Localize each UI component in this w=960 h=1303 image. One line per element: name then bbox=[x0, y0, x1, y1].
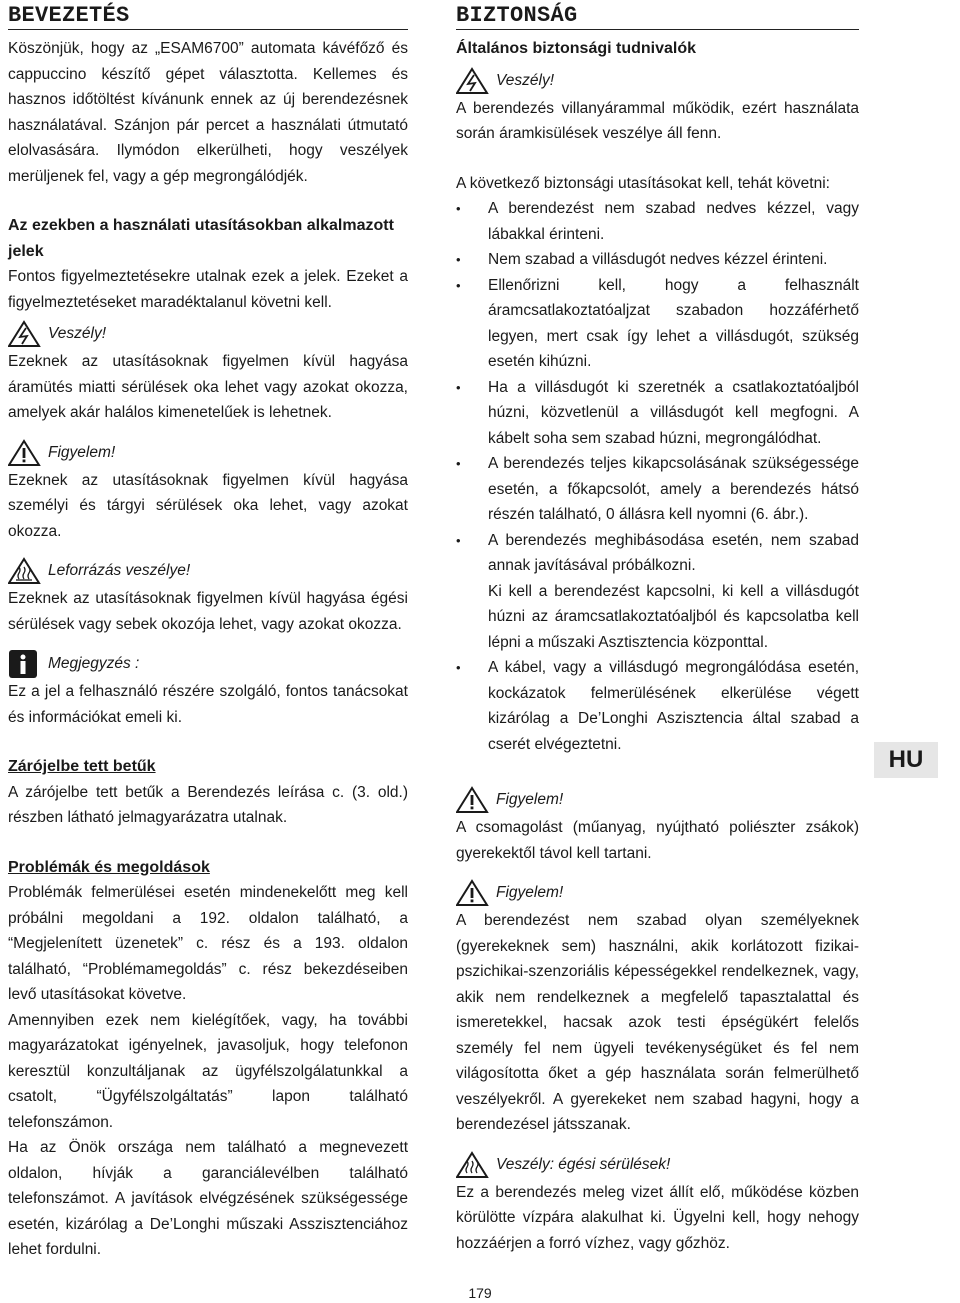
list-item: • A berendezés teljes kikapcsolásának szükségessége esetén, a főkapcsolót, amely a berendezés hátsó részén található, 0 állásra kell nyomni (6. ábr.). bbox=[456, 451, 859, 528]
danger-label: Veszély! bbox=[48, 325, 107, 343]
electric-hazard-icon bbox=[456, 67, 494, 95]
caution-warning bbox=[8, 438, 408, 468]
danger-label-right: Veszély! bbox=[496, 71, 555, 89]
list-item-extra: Ki kell a berendezést kapcsolni, ki kell a villásdugót húzni az áramcsatlakoztatóaljból és kapcsolatba kell lépni a műszaki Asztisztencia központtal. bbox=[488, 582, 859, 651]
caution1-text: A csomagolást (műanyag, nyújtható poliészter zsákok) gyerekektől távol kell tartani. bbox=[456, 819, 859, 862]
caution1-label: Figyelem! bbox=[496, 791, 564, 809]
caution-warning-2 bbox=[456, 878, 859, 908]
caution-warning-1 bbox=[456, 785, 859, 815]
danger-warning-right bbox=[456, 66, 859, 96]
list-item: • A berendezés meghibásodása esetén, nem szabad annak javításával próbálkozni. Ki kell a berendezést kapcsolni, ki kell a villásdugót húzni az áramcsatlakoztatóaljból és kapcsolatba kell lépni a műszaki Asztisztencia központtal. bbox=[456, 528, 859, 656]
caution2-text: A berendezést nem szabad olyan személyeknek (gyerekeknek sem) használni, akik korlátozott fizikai-pszichikai-szenzoriális képességekkel rendelkeznek, vagy, akik nem rendelkeznek a megfelelő tapasztalattal és ismeretekkel, hacsak azok testi épségükért felelős személy fel nem ügyeli tevékenységüket és fel nem világosította őket a gép használata során felmerülhető veszélyekről. A gyerekeket nem szabad hagyni, hogy a berendezésel játsszanak. bbox=[456, 912, 859, 1133]
list-item: • Nem szabad a villásdugót nedves kézzel érinteni. bbox=[456, 247, 859, 273]
electric-hazard-icon bbox=[8, 320, 46, 348]
letters-title: Zárójelbe tett betűk bbox=[8, 758, 156, 775]
left-column bbox=[8, 0, 408, 1263]
info-icon bbox=[8, 650, 46, 678]
note-label: Megjegyzés : bbox=[48, 655, 140, 673]
danger-text: Ezeknek az utasításoknak figyelmen kívül hagyása áramütés miatti sérülések oka lehet vagy azokat okozza, amelyek akár halálos kimenetelűek is lehetnek. bbox=[8, 353, 408, 421]
hot-surface-icon bbox=[456, 1151, 494, 1179]
burn-label: Veszély: égési sérülések! bbox=[496, 1155, 671, 1173]
safety-list bbox=[456, 196, 859, 757]
intro-title: BEVEZETÉS bbox=[8, 4, 408, 30]
symbols-text: Fontos figyelmeztetésekre utalnak ezek a jelek. Ezeket a figyelmeztetéseket maradéktalanul követni kell. bbox=[8, 268, 408, 311]
right-column bbox=[456, 0, 859, 1256]
scald-text: Ezeknek az utasításoknak figyelmen kívül hagyása égési sérülések vagy sebek okozója lehet, vagy azokat okozza. bbox=[8, 590, 408, 633]
scald-label: Leforrázás veszélye! bbox=[48, 562, 191, 580]
intro-text: Köszönjük, hogy az „ESAM6700” automata kávéfőző és cappuccino készítő gépet választotta. Kellemes és hasznos időtöltést kívánunk ennek az új berendezésnek használatával. Szánjon pár percet a használati útmutató elolvasására. Ilymódon elkerülheti, hogy veszélyek merüljenek fel, vagy a gép megrongálódjék. bbox=[8, 40, 408, 185]
exclamation-triangle-icon bbox=[456, 879, 494, 907]
general-title: Általános biztonsági tudnivalók bbox=[456, 40, 697, 57]
exclamation-triangle-icon bbox=[8, 439, 46, 467]
caution2-label: Figyelem! bbox=[496, 884, 564, 902]
problems-text-1: Problémák felmerülései esetén mindenekelőtt meg kell próbálni megoldani a 192. oldalon található, a “Megjelenített üzenetek” c. rész és a 193. oldalon található, “Problémamegoldás” c. rész bekezdéseiben levő utasításokat követve. bbox=[8, 884, 408, 1003]
problems-text-2: Amennyiben ezek nem kielégítőek, vagy, ha további magyarázatokat igényelnek, javasoljuk, hogy telefonon keresztül konzultáljanak az ügyfélszolgálatunkkal a csatolt, “Ügyfélszolgáltatás” lapon található telefonszámon. bbox=[8, 1011, 408, 1131]
caution-label: Figyelem! bbox=[48, 443, 116, 461]
burn-text: Ez a berendezés meleg vizet állít elő, működése közben körülötte vízpára alakulhat ki. Ügyelni kell, hogy nehogy hozzáérjen a forró vízhez, vagy gőzhöz. bbox=[456, 1183, 859, 1252]
hot-surface-icon bbox=[8, 557, 46, 585]
symbols-title: Az ezekben a használati utasításokban alkalmazott jelek bbox=[8, 217, 394, 260]
burn-warning bbox=[456, 1150, 859, 1180]
exclamation-triangle-icon bbox=[456, 786, 494, 814]
list-item: • Ellenőrizni kell, hogy a felhasznált áramcsatlakoztatóaljzat szabadon hozzáférhető legyen, mert csak így lehet a villásdugót, szükség esetén kihúzni. bbox=[456, 273, 859, 375]
page-number: 179 bbox=[468, 1285, 492, 1301]
danger-text-right: A berendezés villanyárammal működik, ezért használata során áramkisülések veszélye áll fenn. bbox=[456, 99, 859, 142]
problems-text-3: Ha az Önök országa nem található a megnevezett oldalon, hívják a garanciálevélben található telefonszámot. A javítások elvégzésének szükségessége esetén, kizárólag a De’Longhi műszaki Asszisztenciához lehet fordulni. bbox=[8, 1139, 408, 1258]
letters-text: A zárójelbe tett betűk a Berendezés leírása c. (3. old.) részben látható jelmagyarázatra utalnak. bbox=[8, 783, 408, 826]
problems-title: Problémák és megoldások bbox=[8, 858, 210, 876]
note-text: Ez a jel a felhasználó részére szolgáló, fontos tanácsokat és információkat emeli ki. bbox=[8, 683, 408, 726]
caution-text: Ezeknek az utasításoknak figyelmen kívül hagyása személyi és tárgyi sérülések oka lehet, vagy azokat okozza. bbox=[8, 471, 408, 540]
list-item: • A berendezést nem szabad nedves kézzel, vagy lábakkal érinteni. bbox=[456, 196, 859, 247]
language-tab: HU bbox=[874, 742, 938, 778]
list-item: • A kábel, vagy a villásdugó megrongálódása esetén, kockázatok felmerülésének elkerülése végett kizárólag a De’Longhi Aszisztencia által szabad a cserét elvégeztetni. bbox=[456, 655, 859, 757]
safety-title: BIZTONSÁG bbox=[456, 4, 859, 30]
list-item: • Ha a villásdugót ki szeretnék a csatlakoztatóaljból húzni, közvetlenül a villásdugót kell megfogni. A kábelt soha sem szabad húzni, megrongálódhat. bbox=[456, 375, 859, 452]
follow-text: A következő biztonsági utasításokat kell, tehát követni: bbox=[456, 174, 830, 192]
note-block bbox=[8, 649, 408, 679]
danger-warning bbox=[8, 319, 408, 349]
scald-warning bbox=[8, 556, 408, 586]
